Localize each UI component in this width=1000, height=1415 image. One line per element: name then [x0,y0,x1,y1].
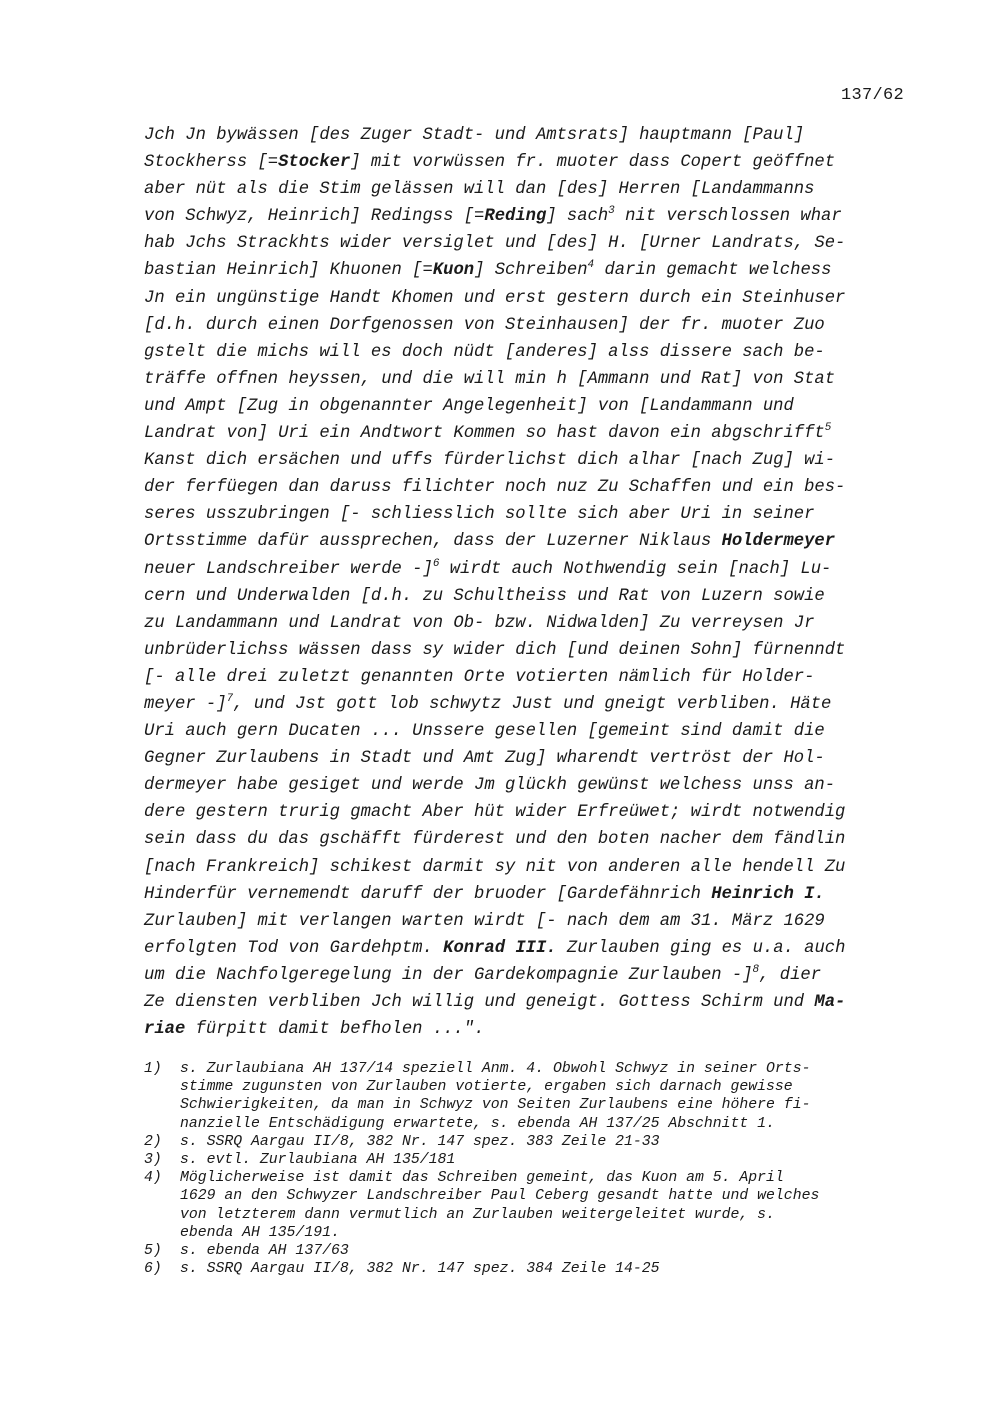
text-line [144,257,904,284]
text-line [144,772,904,799]
text-segment: sein dass du das gschäfft fürderest und den boten nacher dem fändlin [144,830,846,850]
text-segment: bastian Heinrich] Khuonen [= [144,261,433,281]
footnote-number: 1) [144,1061,162,1077]
text-segment: ] Schreiben [474,261,588,281]
text-segment: Stockherss [= [144,153,279,173]
text-segment: von Schwyz, Heinrich] Redingss [= [144,207,485,227]
text-line [144,637,904,664]
footnote-number: 5) [144,1242,162,1259]
text-segment: Jch Jn bywässen [des Zuger Stadt- und Amtsrats] hauptmann [Paul] [144,126,805,145]
footnote-line: Schwierigkeiten, da man in Schwyz von Seiten Zurlaubens eine höhere fi- [180,1097,811,1114]
footnote-line: von letzterem dann vermutlich an Zurlauben weitergeleitet wurde, s. [180,1206,775,1223]
footnote-line: stimme zugunsten von Zurlauben votierte, ergaben sich darnach gewisse [180,1079,793,1096]
footnote-line: 1629 an den Schwyzer Landschreiber Paul Ceberg gesandt hatte und welches [180,1188,820,1205]
text-line [144,718,904,745]
text-line [144,122,904,149]
text-segment: fürpitt damit befholen ...". [185,1020,485,1040]
text-line [144,393,904,420]
text-segment: zu Landammann und Landrat von Ob- bzw. Nidwalden] Zu verreysen Jr [144,613,815,633]
bold-name: Heinrich I. [711,884,825,904]
text-line [144,447,904,474]
letter-transcription [144,122,904,1043]
text-line [144,745,904,772]
text-line [144,664,904,691]
text-segment: darin gemacht welchess [594,261,832,281]
footnote [144,1151,914,1169]
text-segment: cern und Underwalden [d.h. zu Schultheiss und Rat von Luzern sowie [144,586,825,606]
text-segment: Jn ein ungünstige Handt Khomen und erst gestern durch ein Steinhuser [144,288,846,308]
footnote-ref: 8 [752,963,760,976]
bold-name: Stocker [278,153,351,173]
text-segment: aber nüt als die Stim gelässen will dan [des] Herren [Landammanns [144,180,815,200]
text-segment: [nach Frankreich] schikest darmit sy nit von anderen alle hendell Zu [144,857,846,877]
text-line [144,854,904,881]
footnote-number: 2) [144,1133,162,1150]
text-segment: Hinderfür vernemendt daruff der bruoder [Gardefähnrich [144,884,712,904]
text-segment: [d.h. durch einen Dorfgenossen von Steinhausen] der fr. muoter Zuo [144,315,825,335]
text-line [144,989,904,1016]
text-segment: wirdt auch Nothwendig sein [nach] Lu- [439,559,832,579]
text-segment: träffe offnen heyssen, und die will min h [Ammann und Rat] von Stat [144,369,836,389]
text-line [144,528,904,555]
text-line [144,881,904,908]
text-segment: Ortsstimme dafür aussprechen, dass der Luzerner Niklaus [144,532,722,552]
text-segment: , und Jst gott lob schwytz Just und gneigt verbliben. Häte [233,694,832,714]
text-segment: Gegner Zurlaubens in Stadt und Amt Zug] wharendt vertröst der Hol- [144,749,825,769]
text-segment: Zurlauben ging es u.a. auch [556,938,846,958]
bold-name: Konrad III. [443,938,557,958]
text-segment: Zurlauben] mit verlangen warten wirdt [- nach dem am 31. März 1629 [144,911,825,931]
text-line [144,176,904,203]
text-line [144,501,904,528]
text-segment: , dier [759,965,822,985]
footnote-ref: 6 [432,557,440,570]
footnote-ref: 3 [608,205,615,218]
text-segment: meyer -] [144,694,227,714]
footnote-line: nanzielle Entschädigung erwartete, s. ebenda AH 137/25 Abschnitt 1. [180,1115,775,1132]
text-segment: Uri auch gern Ducaten ... Unssere gesellen [gemeint sind damit die [144,722,825,742]
footnote-ref: 5 [824,422,832,435]
text-line [144,203,904,230]
text-segment: der ferfüegen dan daruss filichter noch nuz Zu Schaffen und ein bes- [144,478,846,498]
footnote-line: s. Zurlaubiana AH 137/14 speziell Anm. 4. Obwohl Schwyz in seiner Orts- [180,1061,811,1077]
footnote-line: Möglicherweise ist damit das Schreiben gemeint, das Kuon am 5. April [180,1170,784,1187]
footnote-number: 4) [144,1170,162,1187]
footnote [144,1242,914,1260]
footnote [144,1133,914,1151]
text-segment: gstelt die michs will es doch nüdt [anderes] alss dissere sach be- [144,342,825,362]
text-segment: dermeyer habe gesiget und werde Jm glückh gewünst welchess unss an- [144,776,836,796]
text-line [144,420,904,447]
text-line [144,610,904,637]
footnote-number: 6) [144,1261,162,1278]
text-line [144,935,904,962]
footnote-line: s. evtl. Zurlaubiana AH 135/181 [180,1151,456,1168]
bold-name: riae [144,1020,186,1040]
text-line [144,339,904,366]
text-segment: ] sach [546,207,609,227]
text-line [144,312,904,339]
text-line [144,962,904,989]
text-line [144,230,904,257]
text-line [144,1016,904,1043]
text-line [144,474,904,501]
page-number: 137/62 [840,86,904,105]
footnote-line: s. SSRQ Aargau II/8, 382 Nr. 147 spez. 383 Zeile 21-33 [180,1133,660,1150]
text-segment: Ze diensten verbliben Jch willig und geneigt. Gottess Schirm und [144,993,815,1012]
footnote-number: 3) [144,1151,162,1168]
text-line [144,366,904,393]
text-segment: dere gestern trurig gmacht Aber hüt wider Erfreüwet; wirdt notwendig [144,803,846,823]
footnote-line: s. ebenda AH 137/63 [180,1242,349,1259]
text-segment: [- alle drei zuletzt genannten Orte votierten nämlich für Holder- [144,667,815,687]
bold-name: Holdermeyer [721,532,836,552]
footnote [144,1169,914,1242]
text-segment: hab Jchs Strackhts wider versiglet und [des] H. [Urner Landrats, Se- [144,234,846,254]
footnote [144,1060,914,1133]
text-segment: Kanst dich ersächen und uffs fürderlichst dich alhar [nach Zug] wi- [144,451,836,471]
text-segment: nit verschlossen whar [614,207,842,227]
text-segment: um die Nachfolgeregelung in der Gardekompagnie Zurlauben -] [144,965,753,985]
text-segment: und Ampt [Zug in obgenannter Angelegenheit] von [Landammann und [144,396,794,416]
text-segment: Landrat von] Uri ein Andtwort Kommen so hast davon ein abgschrifft [144,424,825,444]
bold-name: Kuon [432,261,475,281]
text-line [144,691,904,718]
text-line [144,908,904,935]
text-segment: neuer Landschreiber werde -] [144,559,433,579]
text-segment: erfolgten Tod von Gardehptm. [144,938,444,958]
text-segment: ] mit vorwüssen fr. muoter dass Copert geöffnet [350,153,836,173]
text-line [144,583,904,610]
text-segment: seres usszubringen [- schliesslich sollte sich aber Uri in seiner [144,505,815,525]
text-line [144,149,904,176]
footnote [144,1260,914,1278]
bold-name: Reding [484,207,547,227]
footnote-line: s. SSRQ Aargau II/8, 382 Nr. 147 spez. 384 Zeile 14-25 [180,1261,660,1278]
text-segment: unbrüderlichss wässen dass sy wider dich [und deinen Sohn] fürnenndt [144,640,846,660]
text-line [144,826,904,853]
text-line [144,285,904,312]
text-line [144,799,904,826]
bold-name: Ma- [814,993,846,1012]
footnote-line: ebenda AH 135/191. [180,1224,340,1241]
footnote-ref: 7 [226,692,234,705]
footnote-ref: 4 [587,259,595,272]
text-line [144,556,904,583]
footnotes [144,1060,914,1278]
